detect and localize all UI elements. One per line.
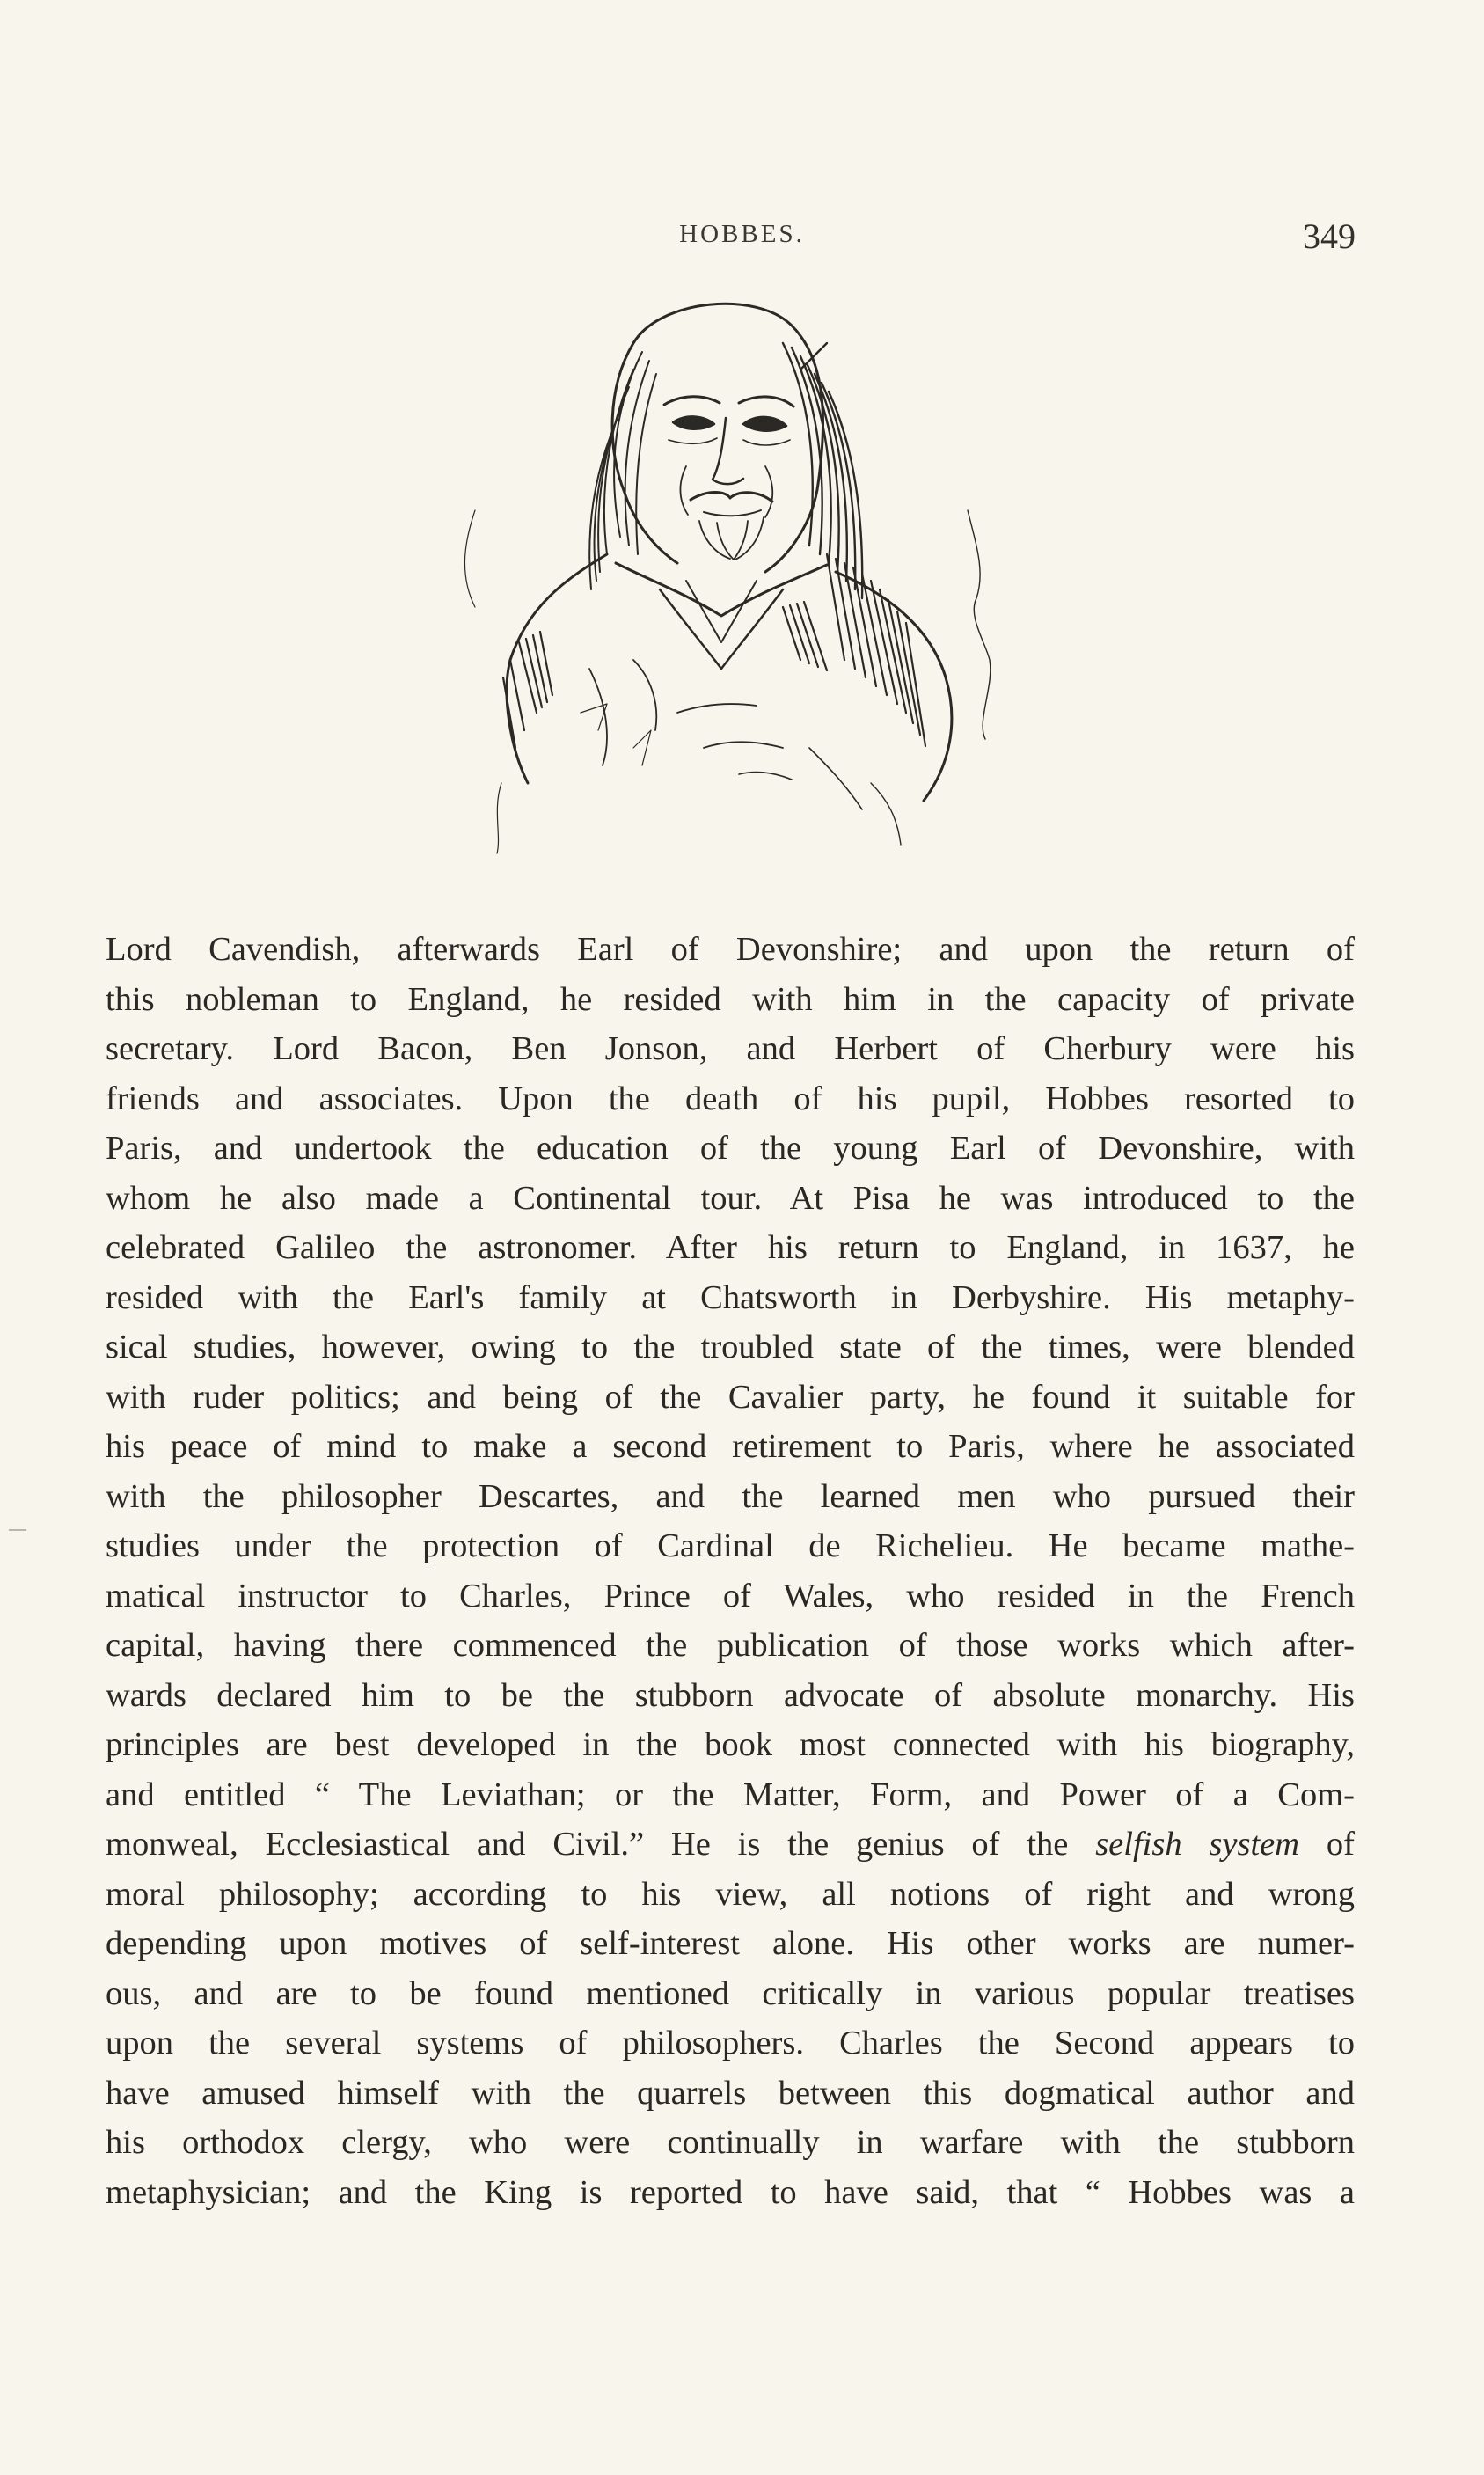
- text-line-24: have amused himself with the quarrels between this dogmatical author and: [106, 2074, 1355, 2112]
- text-line-1: Lord Cavendish, afterwards Earl of Devonshire; and upon the return of: [106, 931, 1355, 968]
- text-line-8: resided with the Earl's family at Chatsworth in Derbyshire. His metaphy-: [106, 1278, 1355, 1316]
- text-line-16: wards declared him to be the stubborn advocate of absolute monarchy. His: [106, 1676, 1355, 1714]
- body-text: [106, 925, 1355, 2217]
- text-line-21: depending upon motives of self-interest alone. His other works are numer-: [106, 1925, 1355, 1962]
- running-head: HOBBES.: [679, 220, 805, 248]
- text-line-17: principles are best developed in the book most connected with his biography,: [106, 1726, 1355, 1763]
- text-line-18: and entitled “ The Leviathan; or the Matter, Form, and Power of a Com-: [106, 1776, 1355, 1813]
- text-line-3: secretary. Lord Bacon, Ben Jonson, and Herbert of Cherbury were his: [106, 1030, 1355, 1067]
- text-line-7: celebrated Galileo the astronomer. After his return to England, in 1637, he: [106, 1229, 1355, 1266]
- text-line-12: with the philosopher Descartes, and the learned men who pursued their: [106, 1477, 1355, 1515]
- text-line-19: [106, 1820, 1355, 1870]
- text-line-20: moral philosophy; according to his view, all notions of right and wrong: [106, 1875, 1355, 1913]
- text-line-23: upon the several systems of philosophers. Charles the Second appears to: [106, 2025, 1355, 2061]
- hobbes-portrait-icon: [369, 290, 1073, 889]
- text-line-26: metaphysician; and the King is reported to have said, that “ Hobbes was a: [106, 2173, 1355, 2211]
- text-line-13: studies under the protection of Cardinal de Richelieu. He became mathe-: [106, 1527, 1355, 1564]
- text-line-19-after: of: [1299, 1826, 1355, 1863]
- selfish-system-italic: selfish system: [1095, 1826, 1300, 1863]
- portrait-illustration: [369, 290, 1073, 889]
- page-number: 349: [1303, 216, 1356, 256]
- text-line-22: ous, and are to be found mentioned critically in various popular treatises: [106, 1974, 1355, 2012]
- text-line-19-before: monweal, Ecclesiastical and Civil.” He is the genius of the: [106, 1826, 1096, 1863]
- text-line-4: friends and associates. Upon the death of his pupil, Hobbes resorted to: [106, 1080, 1355, 1117]
- text-line-25: his orthodox clergy, who were continually in warfare with the stubborn: [106, 2124, 1355, 2161]
- margin-mark: [9, 1529, 26, 1531]
- text-line-2: this nobleman to England, he resided with him in the capacity of private: [106, 980, 1355, 1018]
- text-line-15: capital, having there commenced the publication of those works which after-: [106, 1627, 1355, 1664]
- page-header: [0, 0, 1484, 282]
- text-line-14: matical instructor to Charles, Prince of Wales, who resided in the French: [106, 1577, 1355, 1615]
- text-line-9: sical studies, however, owing to the troubled state of the times, were blended: [106, 1329, 1355, 1366]
- text-line-5: Paris, and undertook the education of the young Earl of Devonshire, with: [106, 1130, 1355, 1167]
- text-line-10: with ruder politics; and being of the Cavalier party, he found it suitable for: [106, 1378, 1355, 1416]
- text-line-6: whom he also made a Continental tour. At Pisa he was introduced to the: [106, 1179, 1355, 1217]
- text-line-11: his peace of mind to make a second retirement to Paris, where he associated: [106, 1428, 1355, 1465]
